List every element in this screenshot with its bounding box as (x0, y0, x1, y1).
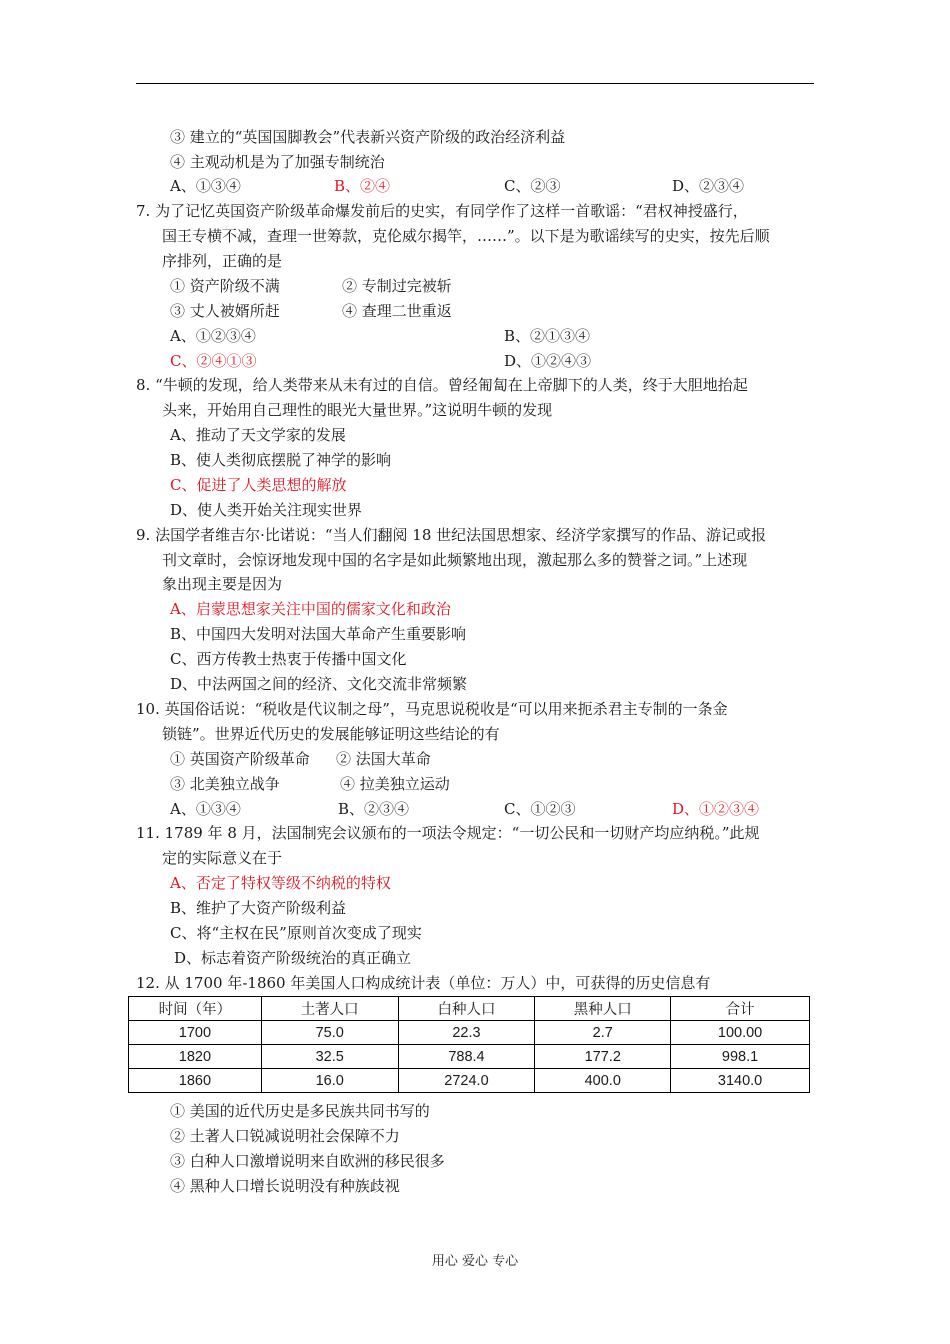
cell-black: 2.7 (535, 1021, 671, 1045)
q11-option-b: B、维护了大资产阶级利益 (170, 899, 347, 917)
q8-option-c-answer: C、促进了人类思想的解放 (170, 476, 347, 494)
q10-option-d-answer: D、①②③④ (672, 800, 760, 818)
q10-item-4: ④ 拉美独立运动 (340, 775, 450, 793)
q11-option-d: D、标志着资产阶级统治的真正确立 (174, 949, 412, 967)
q12-item-4: ④ 黑种人口增长说明没有种族歧视 (170, 1177, 400, 1195)
cell-native: 75.0 (261, 1021, 398, 1045)
cell-native: 32.5 (261, 1045, 398, 1069)
population-table (128, 996, 810, 1093)
q10-stem-line-2: 锁链”。世界近代历史的发展能够证明这些结论的有 (162, 725, 500, 743)
q9-stem-line-1: 9. 法国学者维吉尔·比诺说：“当人们翻阅 18 世纪法国思想家、经济学家撰写的作品、游记或报 (136, 526, 767, 544)
q12-stem-line-1: 12. 从 1700 年-1860 年美国人口构成统计表（单位：万人）中，可获得的历史信息有 (136, 974, 711, 992)
q12-item-2: ② 土著人口锐减说明社会保障不力 (170, 1127, 400, 1145)
q6-option-a: A、①③④ (170, 177, 241, 195)
q9-option-d: D、中法两国之间的经济、文化交流非常频繁 (170, 675, 468, 693)
q7-option-d: D、①②④③ (504, 352, 592, 370)
q9-stem-line-3: 象出现主要是因为 (162, 575, 283, 593)
table-row (129, 1069, 810, 1093)
q10-option-c: C、①②③ (504, 800, 576, 818)
q11-option-c: C、将“主权在民”原则首次变成了现实 (170, 924, 422, 942)
q7-item-1: ① 资产阶级不满 (170, 277, 280, 295)
q8-option-b: B、使人类彻底摆脱了神学的影响 (170, 451, 392, 469)
q10-item-2: ② 法国大革命 (336, 750, 431, 768)
cell-year: 1860 (129, 1069, 262, 1093)
page-footer: 用心 爱心 专心 (431, 1254, 519, 1269)
q7-item-3: ③ 丈人被婿所赶 (170, 302, 280, 320)
q12-item-3: ③ 白种人口激增说明来自欧洲的移民很多 (170, 1152, 445, 1170)
q8-option-d: D、使人类开始关注现实世界 (170, 501, 363, 519)
header-total: 合计 (671, 997, 810, 1021)
table-header-row (129, 997, 810, 1021)
cell-total: 100.00 (671, 1021, 810, 1045)
q9-stem-line-2: 刊文章时，会惊讶地发现中国的名字是如此频繁地出现，激起那么多的赞誉之词。”上述现 (162, 551, 748, 569)
q6-item-4: ④ 主观动机是为了加强专制统治 (170, 153, 385, 171)
q8-stem-line-2: 头来，开始用自己理性的眼光大量世界。”这说明牛顿的发现 (162, 401, 553, 419)
q8-option-a: A、推动了天文学家的发展 (170, 426, 346, 444)
q7-stem-line-2: 国王专横不减，查理一世筹款，克伦威尔揭竿，……”。以下是为歌谣续写的史实，按先后顺 (162, 227, 770, 245)
q8-stem-line-1: 8. “牛顿的发现，给人类带来从未有过的自信。曾经匍匐在上帝脚下的人类，终于大胆地抬起 (136, 376, 748, 394)
q11-option-a-answer: A、否定了特权等级不纳税的特权 (170, 874, 391, 892)
header-rule (136, 83, 814, 84)
header-white: 白种人口 (398, 997, 535, 1021)
cell-total: 998.1 (671, 1045, 810, 1069)
cell-black: 400.0 (535, 1069, 671, 1093)
cell-total: 3140.0 (671, 1069, 810, 1093)
table-row (129, 1045, 810, 1069)
q7-item-4: ④ 查理二世重返 (342, 302, 452, 320)
q6-item-3: ③ 建立的“英国国脚教会”代表新兴资产阶级的政治经济利益 (170, 128, 566, 146)
q10-stem-line-1: 10. 英国俗话说：“税收是代议制之母”，马克思说税收是“可以用来扼杀君主专制的一条金 (136, 700, 728, 718)
q9-option-b: B、中国四大发明对法国大革命产生重要影响 (170, 625, 467, 643)
q7-stem-line-3: 序排列，正确的是 (162, 252, 283, 270)
header-native: 土著人口 (261, 997, 398, 1021)
q7-option-b: B、②①③④ (504, 327, 591, 345)
q12-item-1: ① 美国的近代历史是多民族共同书写的 (170, 1102, 430, 1120)
cell-year: 1700 (129, 1021, 262, 1045)
cell-black: 177.2 (535, 1045, 671, 1069)
cell-white: 2724.0 (398, 1069, 535, 1093)
q10-option-a: A、①③④ (170, 800, 241, 818)
q6-option-d: D、②③④ (672, 177, 745, 195)
q10-item-3: ③ 北美独立战争 (170, 775, 280, 793)
header-black: 黑种人口 (535, 997, 671, 1021)
q10-item-1: ① 英国资产阶级革命 (170, 750, 310, 768)
header-year: 时间（年） (129, 997, 262, 1021)
q10-option-b: B、②③④ (338, 800, 410, 818)
cell-white: 22.3 (398, 1021, 535, 1045)
cell-white: 788.4 (398, 1045, 535, 1069)
q7-item-2: ② 专制过完被斩 (342, 277, 452, 295)
q11-stem-line-1: 11. 1789 年 8 月，法国制宪会议颁布的一项法令规定：“一切公民和一切财产均应纳税。”此规 (136, 824, 760, 842)
q9-option-a-answer: A、启蒙思想家关注中国的儒家文化和政治 (170, 600, 451, 618)
cell-year: 1820 (129, 1045, 262, 1069)
q11-stem-line-2: 定的实际意义在于 (162, 849, 283, 867)
table-row (129, 1021, 810, 1045)
q6-option-b-answer: B、②④ (334, 177, 391, 195)
q6-option-c: C、②③ (504, 177, 561, 195)
q9-option-c: C、西方传教士热衷于传播中国文化 (170, 650, 407, 668)
q7-option-c-answer: C、②④①③ (170, 352, 257, 370)
cell-native: 16.0 (261, 1069, 398, 1093)
q7-option-a: A、①②③④ (170, 327, 256, 345)
q7-stem-line-1: 7. 为了记忆英国资产阶级革命爆发前后的史实，有同学作了这样一首歌谣：“君权神授盛行， (136, 202, 748, 220)
